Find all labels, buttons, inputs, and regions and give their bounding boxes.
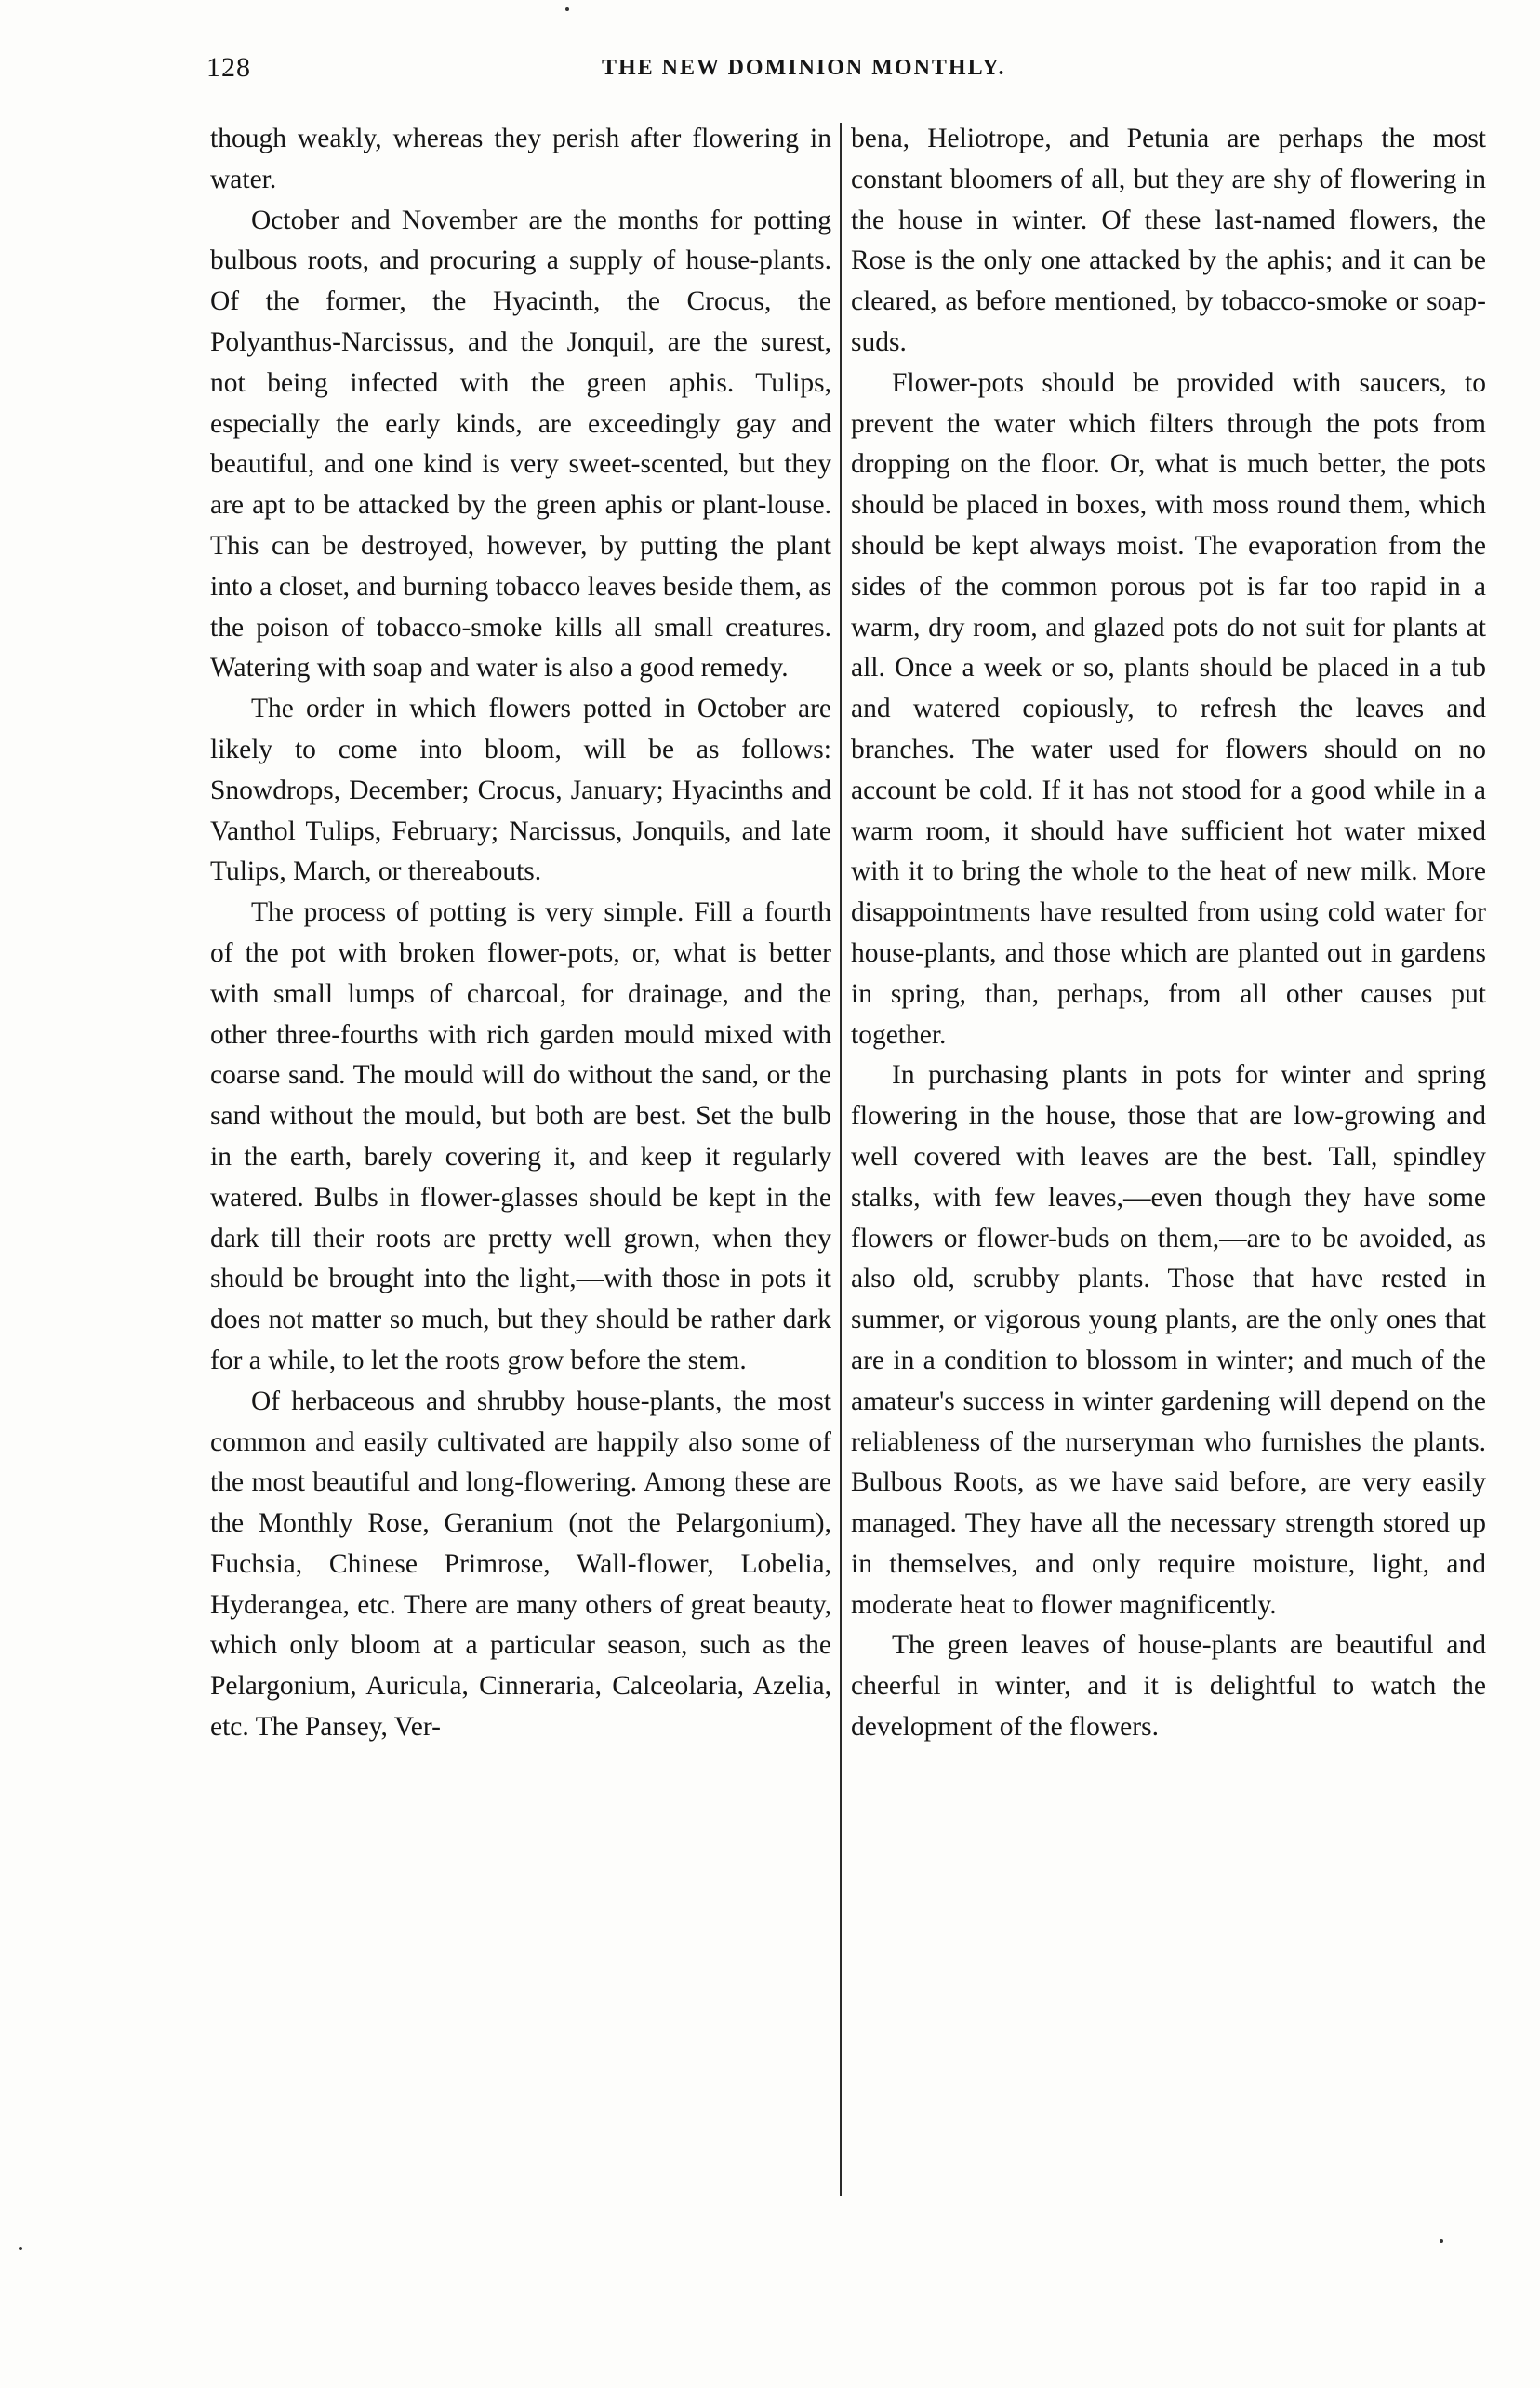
- paragraph: The order in which flowers potted in October are likely to come into bloom, will be as follows: Snowdrops, December; Crocus, January; Hyacinths and Vanthol Tulips, February; Narcissus, Jonquils, and late Tulips, March, or thereabouts.: [210, 694, 831, 887]
- page-header: [206, 52, 1304, 89]
- left-text-column: [210, 119, 831, 1748]
- print-speck: [1440, 2239, 1443, 2243]
- print-speck: [565, 7, 569, 11]
- paragraph: bena, Heliotrope, and Petunia are perhaps the most constant bloomers of all, but they are shy of flowering in the house in winter. Of these last-named flowers, the Rose is the only one attacked by the aphis; and it can be cleared, as before mentioned, by tobacco-smoke or soap-suds.: [851, 124, 1486, 357]
- paragraph: The green leaves of house-plants are beautiful and cheerful in winter, and it is delightful to watch the development of the flowers.: [851, 1630, 1486, 1743]
- page-number: 128: [206, 52, 251, 83]
- column-divider: [840, 123, 842, 2196]
- paragraph: though weakly, whereas they perish after flowering in water.: [210, 124, 831, 194]
- paragraph: The process of potting is very simple. Fill a fourth of the pot with broken flower-pots, or, what is better with small lumps of charcoal, for drainage, and the other three-fourths with rich garden mould mixed with coarse sand. The mould will do without the sand, or the sand without the mould, but both are best. Set the bulb in the earth, barely covering it, and keep it regularly watered. Bulbs in flower-glasses should be kept in the dark till their roots are pretty well grown, when they should be brought into the light,—with those in pots it does not matter so much, but they should be rather dark for a while, to let the roots grow before the stem.: [210, 897, 831, 1375]
- paragraph: Flower-pots should be provided with saucers, to prevent the water which filters through the pots from dropping on the floor. Or, what is much better, the pots should be placed in boxes, with moss round them, which should be kept always moist. The evaporation from the sides of the common porous pot is far too rapid in a warm, dry room, and glazed pots do not suit for plants at all. Once a week or so, plants should be placed in a tub and watered copiously, to refresh the leaves and branches. The water used for flowers should on no account be cold. If it has not stood for a good while in a warm room, it should have sufficient hot water mixed with it to bring the whole to the heat of new milk. More disappointments have resulted from using cold water for house-plants, and those which are planted out in gardens in spring, than, perhaps, from all other causes put together.: [851, 367, 1486, 1050]
- running-title: THE NEW DOMINION MONTHLY.: [602, 56, 1006, 80]
- paragraph: In purchasing plants in pots for winter and spring flowering in the house, those that are low-growing and well covered with leaves are the best. Tall, spindley stalks, with few leaves,—even though they have some flowers or flower-buds on them,—are to be avoided, as also old, scrubby plants. Those that have rested in summer, or vigorous young plants, are the only ones that are in a condition to blossom in winter; and much of the amateur's success in winter gardening will depend on the reliableness of the nurseryman who furnishes the plants. Bulbous Roots, as we have said before, are very easily managed. They have all the necessary strength stored up in themselves, and only require moisture, light, and moderate heat to flower magnificently.: [851, 1060, 1486, 1620]
- right-text-column: [851, 119, 1486, 1748]
- print-speck: [19, 2247, 22, 2250]
- paragraph: October and November are the months for potting bulbous roots, and procuring a supply of house-plants. Of the former, the Hyacinth, the Crocus, the Polyanthus-Narcissus, and the Jonquil, are the surest, not being infected with the green aphis. Tulips, especially the early kinds, are exceedingly gay and beautiful, and one kind is very sweet-scented, but they are apt to be attacked by the green aphis or plant-louse. This can be destroyed, however, by putting the plant into a closet, and burning tobacco leaves beside them, as the poison of tobacco-smoke kills all small creatures. Watering with soap and water is also a good remedy.: [210, 205, 831, 683]
- paragraph: Of herbaceous and shrubby house-plants, the most common and easily cultivated are happily also some of the most beautiful and long-flowering. Among these are the Monthly Rose, Geranium (not the Pelargonium), Fuchsia, Chinese Primrose, Wall-flower, Lobelia, Hyderangea, etc. There are many others of great beauty, which only bloom at a particular season, such as the Pelargonium, Auricula, Cinneraria, Calceolaria, Azelia, etc. The Pansey, Ver-: [210, 1386, 831, 1743]
